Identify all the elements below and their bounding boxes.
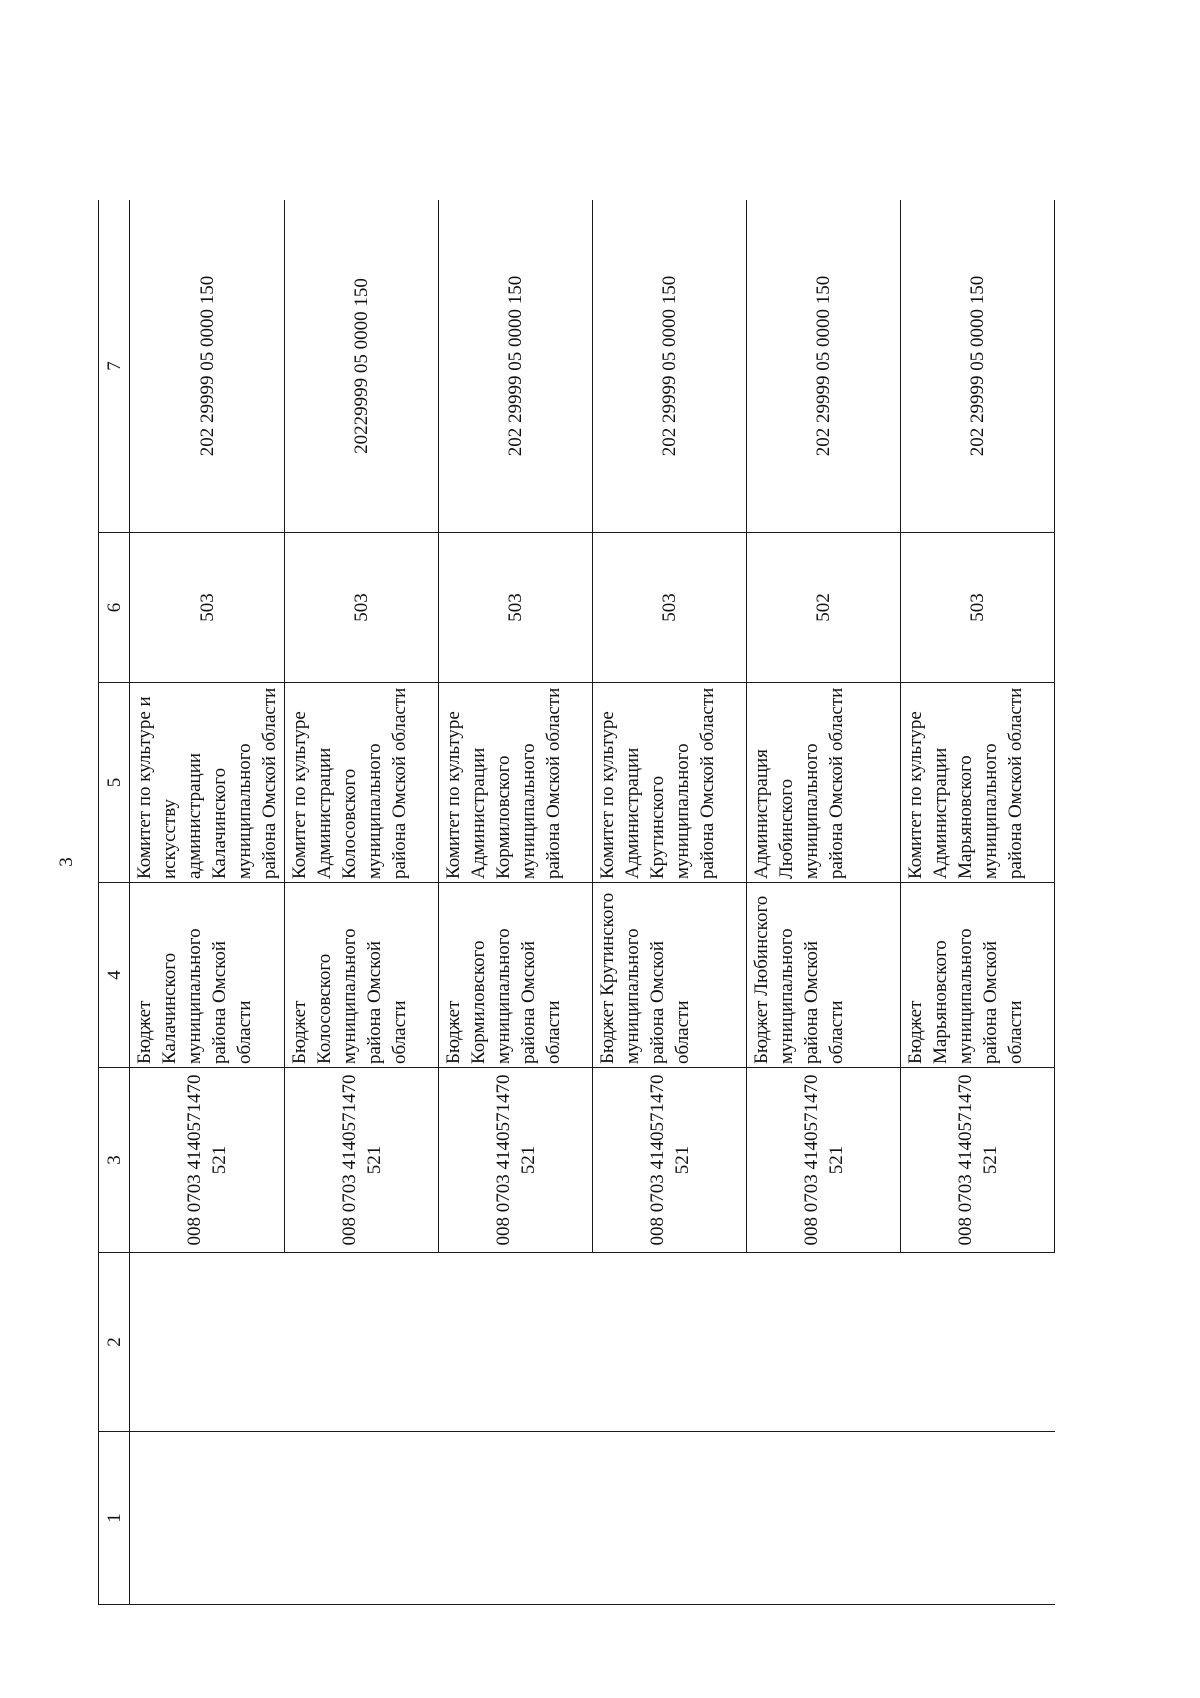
income-code-cell: 202 29999 05 0000 150 [439, 200, 593, 533]
administrator-cell: Комитет по культуре и искусству администрации Калачинского муниципального района Омской области [130, 683, 285, 883]
column-header: 2 [99, 1253, 130, 1432]
admin-code-cell: 503 [901, 533, 1055, 683]
classification-code-cell: 008 0703 4140571470 521 [593, 1068, 747, 1253]
budget-cell: Бюджет Крутинского муниципального района Омской области [593, 883, 747, 1068]
admin-code-cell: 503 [285, 533, 439, 683]
income-code-cell: 202 29999 05 0000 150 [901, 200, 1055, 533]
budget-cell: Бюджет Кормиловского муниципального района Омской области [439, 883, 593, 1068]
empty-cell [130, 1432, 1055, 1605]
administrator-cell: Администрация Любинского муниципального района Омской области [747, 683, 901, 883]
subsidy-table [98, 200, 1055, 1605]
admin-code-cell: 503 [439, 533, 593, 683]
column-header: 4 [99, 883, 130, 1068]
table-row [130, 200, 285, 1605]
admin-code-cell: 503 [593, 533, 747, 683]
income-code-cell: 202 29999 05 0000 150 [593, 200, 747, 533]
column-header: 5 [99, 683, 130, 883]
classification-code-cell: 008 0703 4140571470 521 [285, 1068, 439, 1253]
income-code-cell: 20229999 05 0000 150 [285, 200, 439, 533]
table-frame [98, 200, 1068, 1605]
empty-cell [130, 1253, 1055, 1432]
page-number: 3 [56, 857, 77, 867]
administrator-cell: Комитет по культуре Администрации Кормиловского муниципального района Омской области [439, 683, 593, 883]
column-number-row [99, 200, 130, 1605]
income-code-cell: 202 29999 05 0000 150 [130, 200, 285, 533]
rotated-table-container [98, 200, 1068, 1605]
budget-cell: Бюджет Колосовского муниципального района Омской области [285, 883, 439, 1068]
budget-cell: Бюджет Любинского муниципального района Омской области [747, 883, 901, 1068]
classification-code-cell: 008 0703 4140571470 521 [439, 1068, 593, 1253]
budget-cell: Бюджет Марьяновского муниципального района Омской области [901, 883, 1055, 1068]
income-code-cell: 202 29999 05 0000 150 [747, 200, 901, 533]
column-header: 6 [99, 533, 130, 683]
column-header: 1 [99, 1432, 130, 1605]
classification-code-cell: 008 0703 4140571470 521 [901, 1068, 1055, 1253]
column-header: 3 [99, 1068, 130, 1253]
classification-code-cell: 008 0703 4140571470 521 [130, 1068, 285, 1253]
administrator-cell: Комитет по культуре Администрации Колосовского муниципального района Омской области [285, 683, 439, 883]
admin-code-cell: 503 [130, 533, 285, 683]
administrator-cell: Комитет по культуре Администрации Крутинского муниципального района Омской области [593, 683, 747, 883]
admin-code-cell: 502 [747, 533, 901, 683]
classification-code-cell: 008 0703 4140571470 521 [747, 1068, 901, 1253]
budget-cell: Бюджет Калачинского муниципального района Омской области [130, 883, 285, 1068]
column-header: 7 [99, 200, 130, 533]
administrator-cell: Комитет по культуре Администрации Марьяновского муниципального района Омской области [901, 683, 1055, 883]
